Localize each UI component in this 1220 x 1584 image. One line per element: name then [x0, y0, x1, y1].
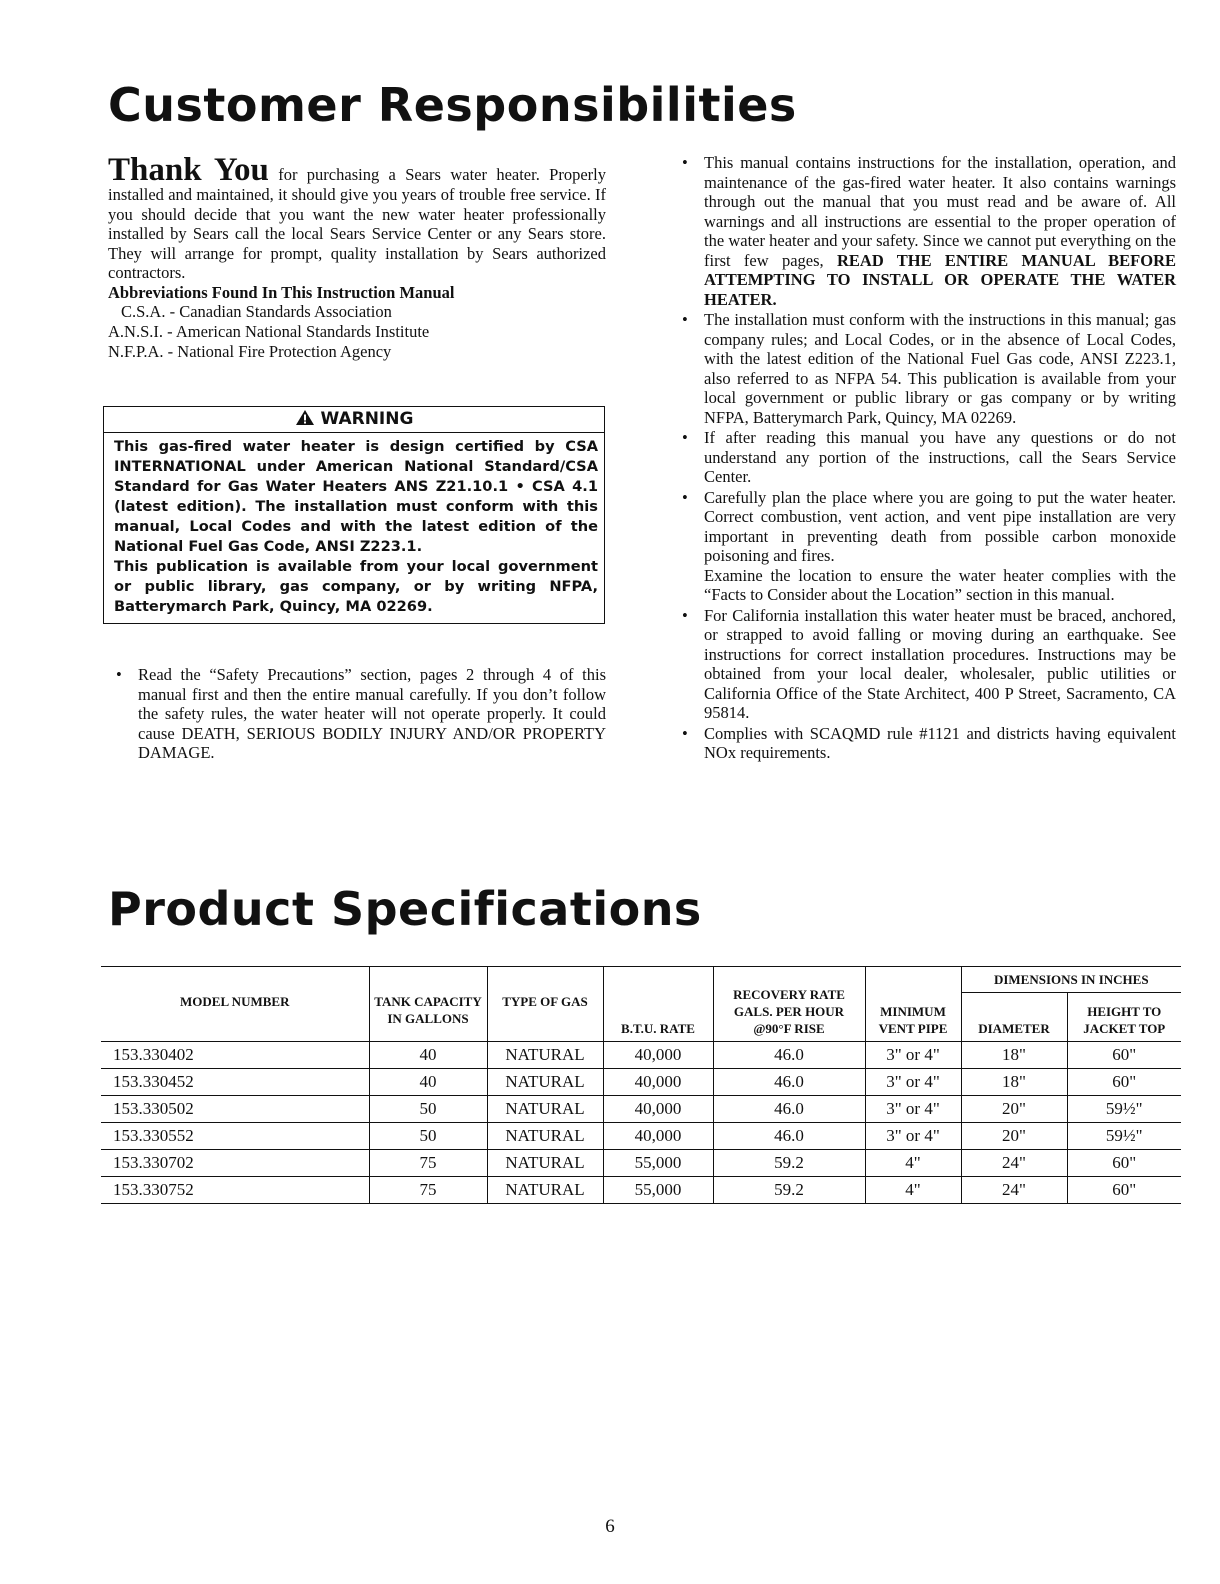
header-recovery: RECOVERY RATE GALS. PER HOUR @90°F RISE: [713, 967, 865, 1042]
table-cell: 3" or 4": [865, 1096, 961, 1123]
table-cell: NATURAL: [487, 1150, 603, 1177]
table-cell: 59½": [1067, 1096, 1181, 1123]
table-cell: 18": [961, 1069, 1067, 1096]
table-cell: 59.2: [713, 1150, 865, 1177]
table-row: [101, 1096, 1181, 1123]
table-cell: 153.330752: [101, 1177, 369, 1204]
table-cell: 40,000: [603, 1069, 713, 1096]
table-cell: 50: [369, 1123, 487, 1150]
left-bullet-list: [116, 665, 606, 764]
table-cell: 60": [1067, 1150, 1181, 1177]
table-row: [101, 1150, 1181, 1177]
table-cell: 3" or 4": [865, 1123, 961, 1150]
table-cell: 18": [961, 1042, 1067, 1069]
header-model: MODEL NUMBER: [101, 967, 369, 1042]
abbreviation-item: C.S.A. - Canadian Standards Association: [121, 302, 392, 321]
header-height: HEIGHT TO JACKET TOP: [1067, 993, 1181, 1042]
warning-triangle-icon: [295, 409, 315, 426]
table-cell: 50: [369, 1096, 487, 1123]
table-cell: 24": [961, 1150, 1067, 1177]
bullet-text: This manual contains instructions for the installation, operation, and maintenance of the gas-fired water heater. It also contains warnings through out the manual that you must read and be aware of. All warnings and all instructions are essential to the proper operation of the water heater and your safety. Since we cannot put everything on the first few pages,: [704, 153, 1176, 270]
table-cell: NATURAL: [487, 1096, 603, 1123]
table-row: [101, 1123, 1181, 1150]
table-cell: 46.0: [713, 1069, 865, 1096]
list-item: • Complies with SCAQMD rule #1121 and districts having equivalent NOx requirements.: [682, 724, 1176, 763]
table-cell: NATURAL: [487, 1123, 603, 1150]
warning-paragraph: This gas-fired water heater is design certified by CSA INTERNATIONAL under American National Standard/CSA Standard for Gas Water Heaters ANS Z21.10.1 • CSA 4.1 (latest edition). The installation must conform with this manual, Local Codes and with the latest edition of the National Fuel Gas Code, ANSI Z223.1.: [114, 438, 598, 555]
abbreviations-heading: Abbreviations Found In This Instruction Manual: [108, 282, 455, 302]
abbreviations-list: [108, 302, 606, 362]
bullet-continuation: Examine the location to ensure the water heater complies with the “Facts to Consider about the Location” section in this manual.: [704, 565, 1176, 604]
intro-text: for purchasing a Sears water heater. Properly installed and maintained, it should give you years of trouble free service. If you should decide that you want the new water heater professionally installed by Sears call the local Sears Service Center or any Sears store. They will arrange for prompt, quality installation by Sears authorized contractors.: [108, 165, 607, 282]
table-row: [101, 1069, 1181, 1096]
warning-label: WARNING: [320, 409, 414, 429]
table-cell: 153.330402: [101, 1042, 369, 1069]
table-cell: 55,000: [603, 1150, 713, 1177]
right-column: [682, 153, 1176, 764]
list-item: • If after reading this manual you have any questions or do not understand any portion of the instructions, call the Sears Service Center.: [682, 428, 1176, 487]
spec-table: [101, 966, 1181, 1204]
list-item: [682, 488, 1176, 605]
table-cell: NATURAL: [487, 1042, 603, 1069]
table-cell: 40,000: [603, 1123, 713, 1150]
table-cell: 3" or 4": [865, 1042, 961, 1069]
table-cell: 55,000: [603, 1177, 713, 1204]
table-cell: 46.0: [713, 1096, 865, 1123]
table-cell: 4": [865, 1177, 961, 1204]
intro-paragraph: [108, 152, 607, 283]
page-number: 6: [605, 1516, 615, 1537]
table-cell: 40,000: [603, 1096, 713, 1123]
table-cell: 59.2: [713, 1177, 865, 1204]
warning-body: [104, 433, 604, 623]
table-cell: 60": [1067, 1069, 1181, 1096]
table-cell: 40,000: [603, 1042, 713, 1069]
table-cell: 60": [1067, 1042, 1181, 1069]
product-specifications-title: Product Specifications: [108, 882, 702, 936]
table-cell: 46.0: [713, 1123, 865, 1150]
bullet-emphasis: READ THE ENTIRE MANUAL BEFORE ATTEMPTING TO INSTALL OR OPERATE THE WATER HEATER.: [704, 250, 1177, 309]
list-item: • Read the “Safety Precautions” section, pages 2 through 4 of this manual first and then the entire manual carefully. If you don’t follow the safety rules, the water heater will not operate properly. It could cause DEATH, SERIOUS BODILY INJURY AND/OR PROPERTY DAMAGE.: [116, 665, 606, 763]
thank-you-heading: Thank You: [108, 152, 269, 188]
header-btu: B.T.U. RATE: [603, 967, 713, 1042]
warning-box: [103, 406, 605, 624]
header-vent: MINIMUM VENT PIPE: [865, 967, 961, 1042]
table-cell: 24": [961, 1177, 1067, 1204]
list-item: • For California installation this water heater must be braced, anchored, or strapped to avoid falling or moving during an earthquake. See instructions for correct installation procedures. Instructions may be obtained from your local dealer, wholesaler, public utilities or California Office of the State Architect, 400 P Street, Sacramento, CA 95814.: [682, 606, 1176, 723]
table-row: [101, 1042, 1181, 1069]
table-cell: 153.330452: [101, 1069, 369, 1096]
spec-table-wrap: [101, 966, 1181, 1204]
abbreviation-item: A.N.S.I. - American National Standards Institute: [108, 322, 430, 341]
table-cell: 59½": [1067, 1123, 1181, 1150]
list-item: [682, 153, 1176, 309]
header-dimensions: DIMENSIONS IN INCHES: [961, 967, 1181, 993]
table-cell: NATURAL: [487, 1069, 603, 1096]
table-cell: NATURAL: [487, 1177, 603, 1204]
table-cell: 4": [865, 1150, 961, 1177]
list-item: • The installation must conform with the instructions in this manual; gas company rules; and Local Codes, or in the absence of Local Codes, with the latest edition of the National Fuel Gas code, ANSI Z223.1, also referred to as NFPA 54. This publication is available from your local government or public library or gas company or by writing NFPA, Batterymarch Park, Quincy, MA 02269.: [682, 310, 1176, 427]
table-cell: 20": [961, 1123, 1067, 1150]
header-tank: TANK CAPACITY IN GALLONS: [369, 967, 487, 1042]
right-bullet-list: [682, 153, 1176, 763]
table-cell: 3" or 4": [865, 1069, 961, 1096]
abbreviation-item: N.F.P.A. - National Fire Protection Agency: [108, 342, 392, 361]
spec-table-body: [101, 1042, 1181, 1204]
table-cell: 40: [369, 1042, 487, 1069]
table-cell: 153.330702: [101, 1150, 369, 1177]
bullet-text: Carefully plan the place where you are going to put the water heater. Correct combustion, vent action, and vent pipe installation are very important in preventing death from possible carbon monoxide poisoning and fires.: [704, 487, 1176, 565]
table-cell: 40: [369, 1069, 487, 1096]
table-row: [101, 1177, 1181, 1204]
table-cell: 75: [369, 1177, 487, 1204]
warning-paragraph: This publication is available from your local government or public library, gas company, or by writing NFPA, Batterymarch Park, Quincy, MA 02269.: [114, 558, 598, 615]
header-type: TYPE OF GAS: [487, 967, 603, 1042]
warning-header: [104, 407, 604, 433]
table-cell: 60": [1067, 1177, 1181, 1204]
table-cell: 46.0: [713, 1042, 865, 1069]
table-cell: 20": [961, 1096, 1067, 1123]
table-cell: 75: [369, 1150, 487, 1177]
header-diameter: DIAMETER: [961, 993, 1067, 1042]
table-cell: 153.330502: [101, 1096, 369, 1123]
table-cell: 153.330552: [101, 1123, 369, 1150]
intro-block: [108, 152, 607, 362]
customer-responsibilities-title: Customer Responsibilities: [108, 78, 797, 132]
